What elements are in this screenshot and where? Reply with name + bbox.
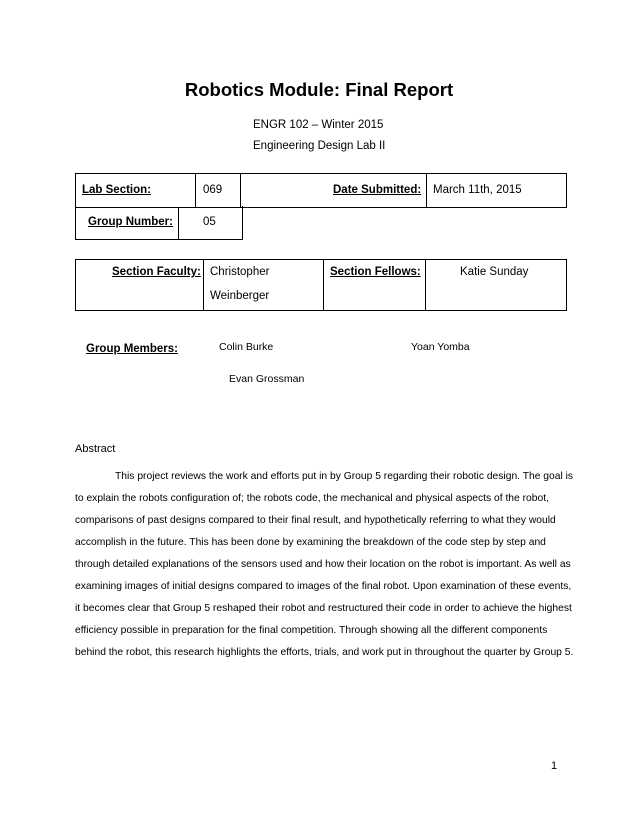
abstract-body: This project reviews the work and efforts put in by Group 5 regarding their robotic design. The goal is to explain the robots configuration of; the robots code, the mechanical and physical aspects of the robot, comparisons of past designs compared to their final result, and hypothetically referring to what they would accomplish in the future. This has been done by examining the breakdown of the code step by step and through detailed explanations of the sensors used and how their location on the robot is important. As well as examining images of initial designs compared to images of the final robot. Upon examination of these events, it becomes clear that Group 5 reshaped their robot and restructured their code in order to achieve the highest efficiency possible in preparation for the final competition. Through showing all the different components behind the robot, this research highlights the efforts, trials, and work put in throughout the quarter by Group 5. [75,471,574,658]
table-divider [426,173,427,207]
lab-section-value: 069 [203,184,223,196]
abstract-heading: Abstract [75,443,116,455]
member-name: Colin Burke [219,341,274,353]
table-divider [203,259,204,310]
lab-section-label: Lab Section: [82,184,152,196]
page-number: 1 [551,760,558,772]
member-name: Evan Grossman [229,373,305,385]
group-members-label: Group Members: [86,343,179,355]
group-number-label: Group Number: [88,216,173,228]
section-faculty-label: Section Faculty: [112,266,201,278]
table-divider [425,259,426,310]
date-submitted-label: Date Submitted: [333,184,422,196]
report-title: Robotics Module: Final Report [184,79,454,100]
table-divider [240,173,241,207]
table-divider [323,259,324,310]
member-name: Yoan Yomba [411,341,470,353]
table-divider [178,207,179,240]
faculty-name-line-2: Weinberger [210,290,270,302]
table-divider [195,173,196,207]
lab-name: Engineering Design Lab II [253,140,386,152]
section-fellows-value: Katie Sunday [460,266,529,278]
course-name: ENGR 102 – Winter 2015 [253,119,384,131]
group-number-value: 05 [203,216,216,228]
faculty-name-line-1: Christopher [210,266,270,278]
section-fellows-label: Section Fellows: [330,266,421,278]
date-submitted-value: March 11th, 2015 [433,184,522,196]
